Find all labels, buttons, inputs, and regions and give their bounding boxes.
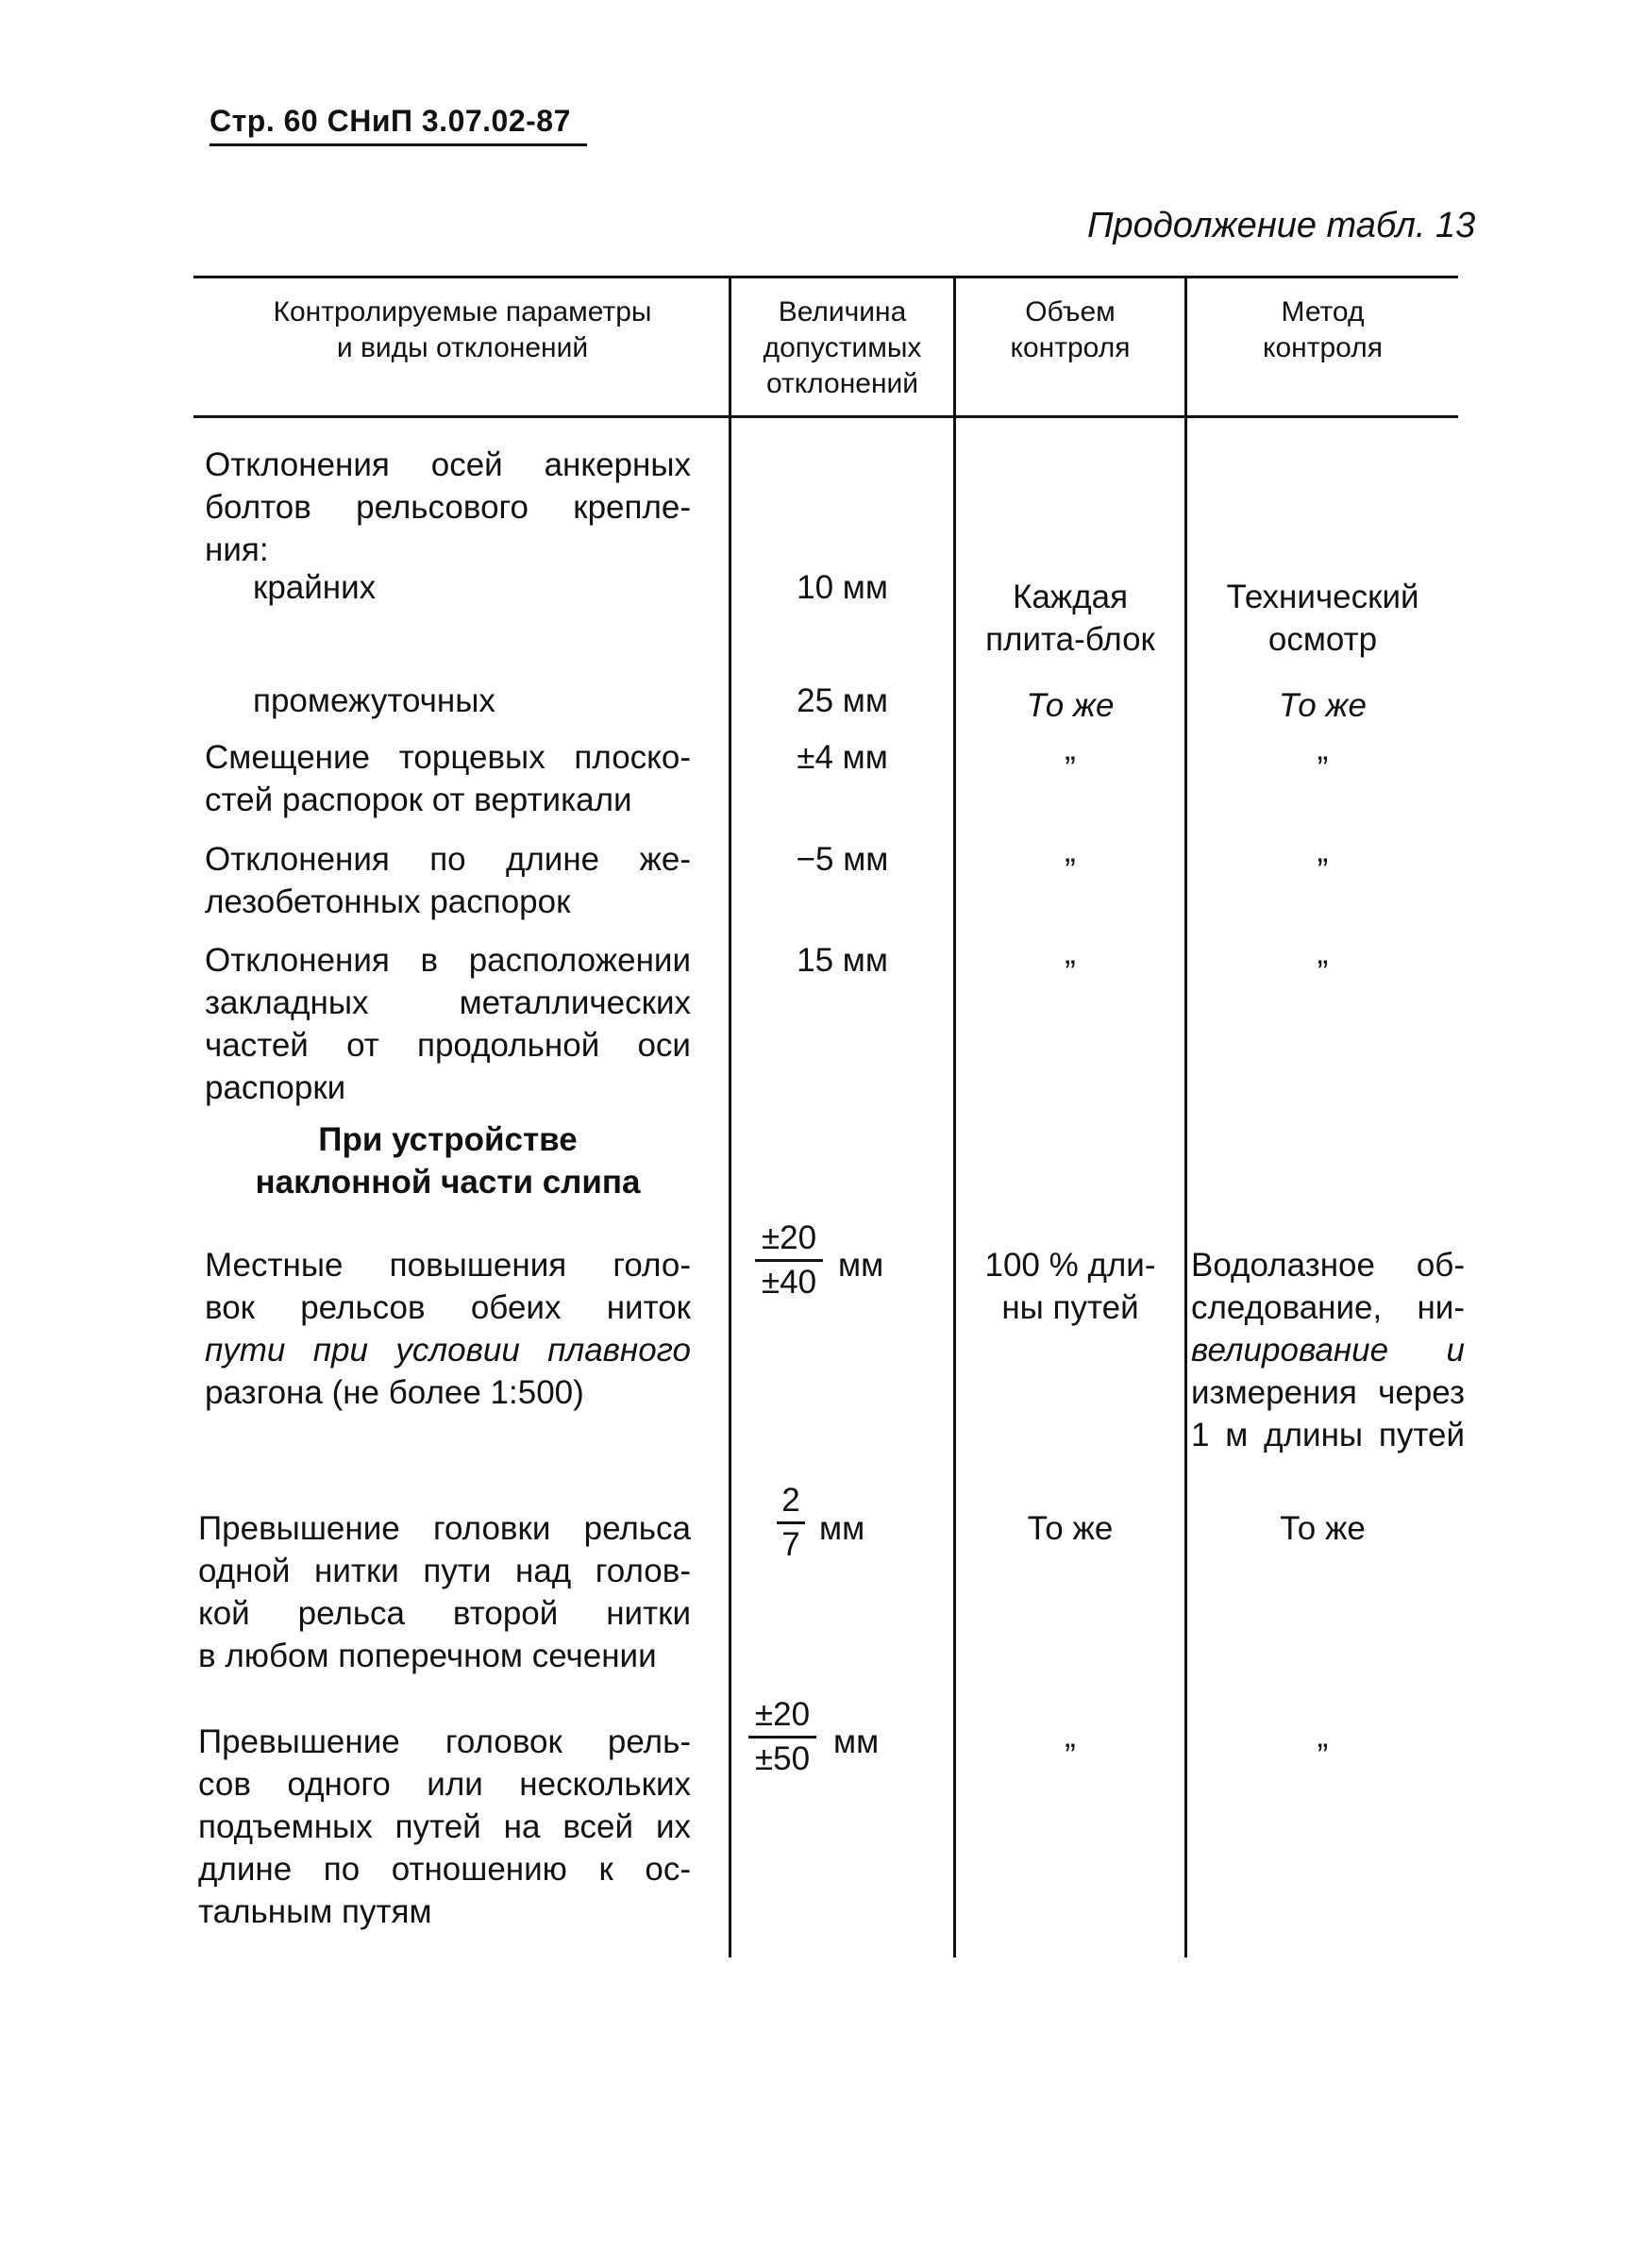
row-embedded-value: 15 мм bbox=[797, 942, 888, 979]
page-header: Стр. 60 СНиП 3.07.02-87 bbox=[210, 104, 571, 138]
row-local-rise-value-fraction: ±20 ±40 bbox=[755, 1219, 823, 1302]
row-anchor-intermediate-volume: То же bbox=[1026, 687, 1115, 724]
column-divider-2 bbox=[953, 276, 956, 1957]
row-shift-method-ditto: ” bbox=[1317, 750, 1329, 787]
row-local-rise-param: Местные повышения голо- вок рельсов обеих ниток пути при условии плавного разгона (не более 1:500) bbox=[205, 1247, 691, 1411]
column-divider-3 bbox=[1184, 276, 1187, 1957]
header-rule bbox=[210, 143, 587, 146]
column-header-method: Метод контроля bbox=[1263, 296, 1383, 363]
row-length-param: Отклонения по длине же- лезобетонных распорок bbox=[205, 841, 691, 920]
row-head-excess-unit: мм bbox=[819, 1510, 865, 1547]
row-embedded-param: Отклонения в расположении закладных металлических частей от продольной оси распорки bbox=[205, 942, 691, 1106]
row-embedded-volume-ditto: ” bbox=[1065, 954, 1076, 991]
continuation-caption: Продолжение табл. 13 bbox=[1087, 206, 1476, 245]
row-heads-excess-unit: мм bbox=[833, 1723, 880, 1760]
section-heading: При устройстве наклонной части слипа bbox=[255, 1121, 641, 1201]
table-header-bottom-rule bbox=[193, 415, 1458, 418]
row-local-rise-volume: 100 % дли- ны путей bbox=[984, 1247, 1156, 1326]
row-shift-param: Смещение торцевых плоско- стей распорок от вертикали bbox=[205, 739, 691, 818]
row-local-rise-method: Водолазное об- следование, ни- велирование и измерения через 1 м длины путей bbox=[1191, 1247, 1465, 1453]
row-anchor-extreme-value: 10 мм bbox=[797, 569, 888, 606]
fraction-bar bbox=[777, 1521, 805, 1524]
column-header-volume: Объем контроля bbox=[1010, 296, 1131, 363]
row-anchor-extreme-method: Технический осмотр bbox=[1226, 579, 1419, 658]
row-head-excess-param: Превышение головки рельса одной нитки пути над голов- кой рельса второй нитки в любом поперечном сечении bbox=[198, 1510, 691, 1674]
row-anchor-extreme-volume: Каждая плита-блок bbox=[985, 579, 1155, 658]
row-head-excess-method: То же bbox=[1280, 1510, 1366, 1547]
row-head-excess-value-fraction: 2 7 bbox=[777, 1482, 805, 1564]
row-length-method-ditto: ” bbox=[1317, 852, 1329, 889]
column-header-parameters: Контролируемые параметры и виды отклонений bbox=[273, 296, 652, 363]
row-length-volume-ditto: ” bbox=[1065, 852, 1076, 889]
row-heads-excess-volume-ditto: ” bbox=[1065, 1738, 1076, 1774]
row-anchor-intermediate-label: промежуточных bbox=[253, 682, 495, 719]
row-anchor-param: Отклонения осей анкерных болтов рельсового крепле- ния: bbox=[205, 446, 691, 568]
column-header-tolerance: Величина допустимых отклонений bbox=[763, 296, 922, 399]
row-head-excess-volume: То же bbox=[1027, 1510, 1114, 1547]
row-local-rise-unit: мм bbox=[838, 1247, 884, 1284]
row-anchor-intermediate-method: То же bbox=[1279, 687, 1367, 724]
row-shift-value: ±4 мм bbox=[797, 739, 888, 776]
row-anchor-extreme-label: крайних bbox=[253, 569, 377, 606]
row-embedded-method-ditto: ” bbox=[1317, 954, 1329, 991]
row-anchor-intermediate-value: 25 мм bbox=[797, 682, 888, 719]
row-heads-excess-param: Превышение головок рель- сов одного или нескольких подъемных путей на всей их длине по отношению к ос- тальным путям bbox=[198, 1723, 691, 1930]
row-length-value: −5 мм bbox=[796, 841, 889, 878]
fraction-bar bbox=[748, 1736, 816, 1739]
fraction-bar bbox=[755, 1259, 823, 1262]
table-top-rule bbox=[193, 276, 1458, 278]
column-divider-1 bbox=[729, 276, 731, 1957]
row-shift-volume-ditto: ” bbox=[1065, 750, 1076, 787]
row-heads-excess-method-ditto: ” bbox=[1317, 1738, 1329, 1774]
row-heads-excess-value-fraction: ±20 ±50 bbox=[748, 1696, 816, 1778]
